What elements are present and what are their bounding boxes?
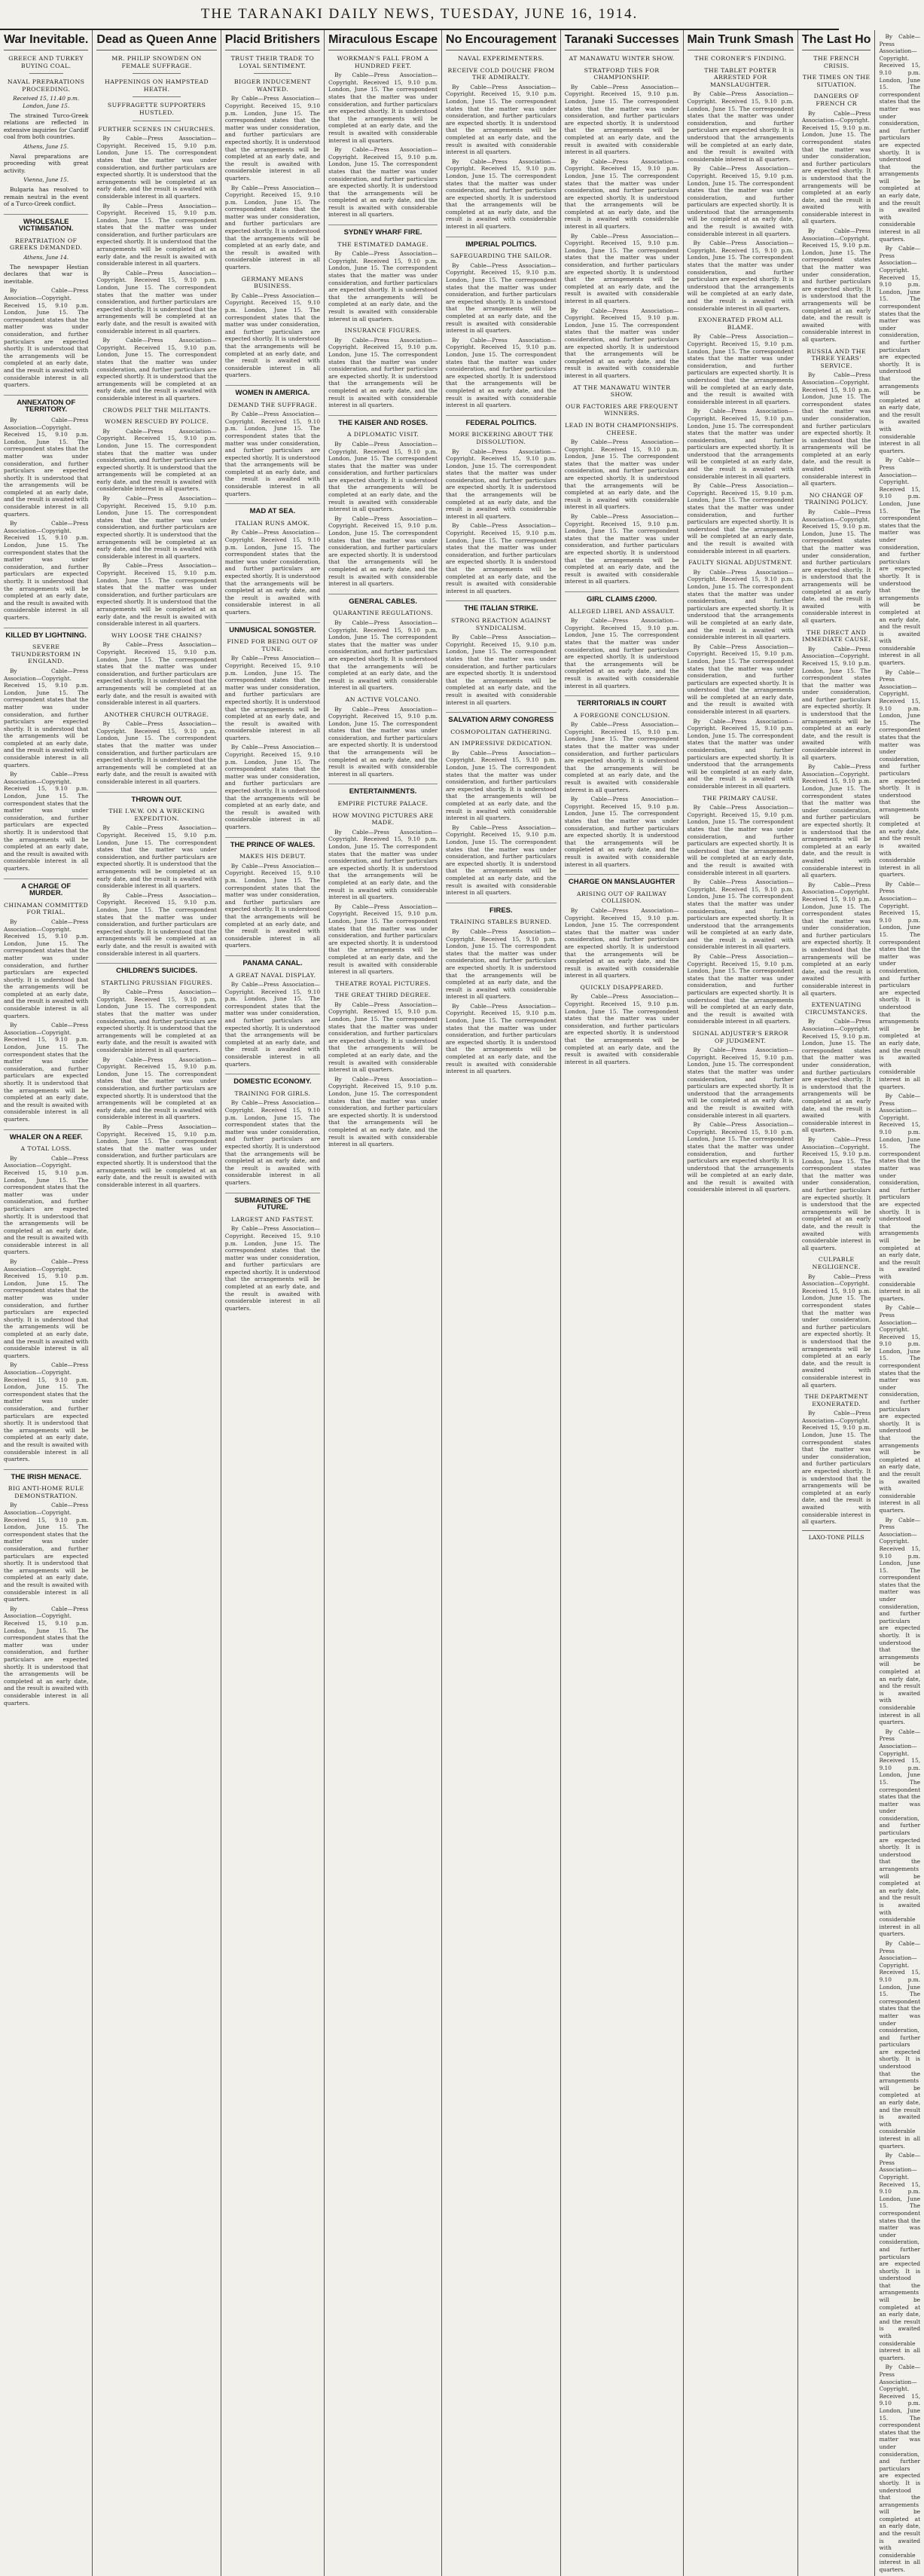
section-heading: SYDNEY WHARF FIRE. — [328, 225, 438, 237]
paragraph: By Cable—Press Association—Copyright. Received 15, 9.10 p.m. London, June 15. The correspondent states that the matter was under consideration, and further particulars are expected shortly. It is understood that the arrangements will be completed at an early date, and the result is awaited with considerable interest in all quarters. — [564, 439, 679, 511]
paragraph: By Cable—Press Association—Copyright. Received 15, 9.10 p.m. London, June 15. The correspondent states that the matter was under consideration, and further particulars are expected shortly. It is understood that the arrangements will be completed at an early date, and the result is awaited with considerable interest in all quarters. — [96, 1123, 217, 1188]
section-heading: THE KAISER AND ROSES. — [328, 415, 438, 427]
subheading: THE FRENCH CRISIS. — [813, 55, 860, 69]
subheading: CULPABLE NEGLIGENCE. — [812, 1256, 861, 1270]
subheading: RECEIVE COLD DOUCHE FROM THE ADMIRALTY. — [447, 66, 555, 81]
section-heading: THE PRINCE OF WALES. — [225, 837, 320, 849]
paragraph: By Cable—Press Association—Copyright. Received 15, 9.10 p.m. London, June 15. The correspondent states that the matter was under consideration, and further particulars are expected shortly. It is understood that the arrangements will be completed at an early date, and the result is awaited with considerable interest in all quarters. — [801, 371, 871, 487]
subheading: THE TIMES ON THE SITUATION. — [802, 74, 871, 88]
paragraph: By Cable—Press Association—Copyright. Received 15, 9.10 p.m. London, June 15. The correspondent states that the matter was under consideration, and further particulars are expected shortly. It is understood that the arrangements will be completed at an early date, and the result is awaited with considerable interest in all quarters. — [687, 953, 794, 1025]
dateline: Received 15, 11.40 p.m. London, June 15. — [13, 95, 80, 109]
masthead-title: THE TARANAKI DAILY NEWS, TUESDAY, JUNE 16, 1914. — [200, 6, 639, 22]
headline: No Encouragement — [446, 33, 557, 50]
subheading: RUSSIA AND THE THREE YEARS' SERVICE. — [807, 347, 866, 369]
subheading: HOW MOVING PICTURES ARE MADE. — [332, 811, 434, 827]
subheading: THEATRE ROYAL PICTURES. — [335, 979, 431, 987]
subheading: HAPPENINGS ON HAMPSTEAD HEATH. — [105, 78, 209, 93]
paragraph: By Cable—Press Association—Copyright. Received 15, 9.10 p.m. London, June 15. The correspondent states that the matter was under consideration, and further particulars are expected shortly. It is understood that the arrangements will be completed at an early date, and the result is awaited with considerable interest in all quarters. — [564, 617, 679, 689]
paragraph: By Cable—Press Association—Copyright. Received 15, 9.10 p.m. London, June 15. The correspondent states that the matter was under consideration, and further particulars are expected shortly. It is understood that the arrangements will be completed at an early date, and the result is awaited with considerable interest in all quarters. — [879, 1939, 921, 2150]
paragraph: By Cable—Press Association—Copyright. Received 15, 9.10 p.m. London, June 15. The correspondent states that the matter was under consideration, and further particulars are expected shortly. It is understood that the arrangements will be completed at an early date, and the result is awaited with considerable interest in all quarters. — [96, 202, 217, 267]
headline: Main Trunk Smash — [688, 33, 794, 50]
section-heading: KILLED BY LIGHTNING. — [4, 628, 88, 640]
paragraph: By Cable—Press Association—Copyright. Received 15, 9.10 p.m. London, June 15. The correspondent states that the matter was under consideration, and further particulars are expected shortly. It is understood that the arrangements will be completed at an early date, and the result is awaited with considerable interest in all quarters. — [801, 1135, 871, 1251]
subheading: QUARANTINE REGULATIONS. — [333, 610, 433, 617]
paragraph: By Cable—Press Association—Copyright. Received 15, 9.10 p.m. London, June 15. The correspondent states that the matter was under consideration, and further particulars are expected shortly. It is understood that the arrangements will be completed at an early date, and the result is awaited with considerable interest in all quarters. — [564, 796, 679, 868]
paragraph: By Cable—Press Association—Copyright. Received 15, 9.10 p.m. London, June 15. The correspondent states that the matter was under consideration, and further particulars are expected shortly. It is understood that the arrangements will be completed at an early date, and the result is awaited with considerable interest in all quarters. — [687, 717, 794, 790]
subheading: SUFFRAGETTE SUPPORTERS HUSTLED. — [107, 102, 206, 116]
paragraph: By Cable—Press Association—Copyright. Received 15, 9.10 p.m. London, June 15. The correspondent states that the matter was under consideration, and further particulars are expected shortly. It is understood that the arrangements will be completed at an early date, and the result is awaited with considerable interest in all quarters. — [687, 408, 794, 480]
paragraph: By Cable—Press Association—Copyright. Received 15, 9.10 p.m. London, June 15. The correspondent states that the matter was under consideration, and further particulars are expected shortly. It is understood that the arrangements will be completed at an early date, and the result is awaited with considerable interest in all quarters. — [224, 981, 321, 1068]
dateline: Vienna, June 15. — [23, 176, 69, 184]
paragraph: By Cable—Press Association—Copyright. Received 15, 9.10 p.m. London, June 15. The correspondent states that the matter was under consideration, and further particulars are expected shortly. It is understood that the arrangements will be completed at an early date, and the result is awaited with considerable interest in all quarters. — [564, 993, 679, 1065]
paragraph: By Cable—Press Association—Copyright. Received 15, 9.10 p.m. London, June 15. The correspondent states that the matter was under consideration, and further particulars are expected shortly. It is understood that the arrangements will be completed at an early date, and the result is awaited with considerable interest in all quarters. — [328, 828, 438, 901]
subheading: DEMAND THE SUFFRAGE. — [227, 401, 317, 408]
subheading: STRONG REACTION AGAINST SYNDICALISM. — [451, 616, 551, 631]
paragraph: By Cable—Press Association—Copyright. Received 15, 9.10 p.m. London, June 15. The correspondent states that the matter was under consideration, and further particulars are expected shortly. It is understood that the arrangements will be completed at an early date, and the result is awaited with considerable interest in all quarters. — [96, 337, 217, 402]
subheading: THE PRIMARY CAUSE. — [703, 794, 779, 802]
subheading: STARTLING PRUSSIAN FIGURES. — [101, 979, 212, 986]
subheading: AT MANAWATU WINTER SHOW. — [569, 55, 675, 62]
subheading: SAFEGUARDING THE SAILOR. — [450, 252, 552, 260]
paragraph: By Cable—Press Association—Copyright. Received 15, 9.10 p.m. London, June 15. The correspondent states that the matter was under consideration, and further particulars are expected shortly. It is understood that the arrangements will be completed at an early date, and the result is awaited with considerable interest in all quarters. — [564, 83, 679, 156]
paragraph: By Cable—Press Association—Copyright. Received 15, 9.10 p.m. London, June 15. The correspondent states that the matter was under consideration, and further particulars are expected shortly. It is understood that the arrangements will be completed at an early date, and the result is awaited with considerable interest in all quarters. — [328, 146, 438, 218]
section-heading: SUBMARINES OF THE FUTURE. — [225, 1193, 320, 1212]
section-heading: THE ITALIAN STRIKE. — [446, 600, 557, 613]
subheading: EXONERATED FROM ALL BLAME. — [697, 316, 783, 331]
paragraph: By Cable—Press Association—Copyright. Received 15, 9.10 p.m. London, June 15. The correspondent states that the matter was under consideration, and further particulars are expected shortly. It is understood that the arrangements will be completed at an early date, and the result is awaited with considerable interest in all quarters. — [687, 1121, 794, 1193]
paragraph: By Cable—Press Association—Copyright. Received 15, 9.10 p.m. London, June 15. The correspondent states that the matter was under consideration, and further particulars are expected shortly. It is understood that the arrangements will be completed at an early date, and the result is awaited with considerable interest in all quarters. — [96, 495, 217, 560]
headline: Taranaki Successes — [565, 33, 679, 50]
paragraph: By Cable—Press Association—Copyright. Received 15, 9.10 p.m. London, June 15. The correspondent states that the matter was under consideration, and further particulars are expected shortly. It is understood that the arrangements will be completed at an early date, and the result is awaited with considerable interest in all quarters. — [879, 245, 921, 454]
dateline: Athens, June 15. — [23, 142, 69, 150]
section-heading: FEDERAL POLITICS. — [446, 415, 557, 427]
paragraph: By Cable—Press Association—Copyright. Received 15, 9.10 p.m. London, June 15. The correspondent states that the matter was under consideration, and further particulars are expected shortly. It is understood that the arrangements will be completed at an early date, and the result is awaited with considerable interest in all quarters. — [96, 891, 217, 957]
paragraph: By Cable—Press Association—Copyright. Received 15, 9.10 p.m. London, June 15. The correspondent states that the matter was under consideration, and further particulars are expected shortly. It is understood that the arrangements will be completed at an early date, and the result is awaited with considerable interest in all quarters. — [801, 763, 871, 879]
paragraph: By Cable—Press Association—Copyright. Received 15, 9.10 p.m. London, June 15. The correspondent states that the matter was under consideration, and further particulars are expected shortly. It is understood that the arrangements will be completed at an early date, and the result is awaited with considerable interest in all quarters. — [879, 2364, 921, 2574]
subheading: A GREAT NAVAL DISPLAY. — [229, 971, 316, 979]
paragraph: By Cable—Press Association—Copyright. Received 15, 9.10 p.m. London, June 15. The correspondent states that the matter was under consideration, and further particulars are expected shortly. It is understood that the arrangements will be completed at an early date, and the result is awaited with considerable interest in all quarters. — [328, 515, 438, 588]
paragraph: By Cable—Press Association—Copyright. Received 15, 9.10 p.m. London, June 15. The correspondent states that the matter was under consideration, and further particulars are expected shortly. It is understood that the arrangements will be completed at an early date, and the result is awaited with considerable interest in all quarters. — [4, 416, 89, 518]
paragraph: By Cable—Press Association—Copyright. Received 15, 9.10 p.m. London, June 15. The correspondent states that the matter was under consideration, and further particulars are expected shortly. It is understood that the arrangements will be completed at an early date, and the result is awaited with considerable interest in all quarters. — [224, 184, 321, 271]
paragraph: By Cable—Press Association—Copyright. Received 15, 9.10 p.m. London, June 15. The correspondent states that the matter was under consideration, and further particulars are expected shortly. It is understood that the arrangements will be completed at an early date, and the result is awaited with considerable interest in all quarters. — [687, 804, 794, 876]
column-4 — [325, 30, 442, 2576]
paragraph: By Cable—Press Association—Copyright. Received 15, 9.10 p.m. London, June 15. The correspondent states that the matter was under consideration, and further particulars are expected shortly. It is understood that the arrangements will be completed at an early date, and the result is awaited with considerable interest in all quarters. — [564, 157, 679, 231]
masthead — [0, 0, 839, 30]
paragraph: By Cable—Press Association—Copyright. Received 15, 9.10 p.m. London, June 15. The correspondent states that the matter was under consideration, and further particulars are expected shortly. It is understood that the arrangements will be completed at an early date, and the result is awaited with considerable interest in all quarters. — [687, 879, 794, 951]
subheading: SIGNAL ADJUSTER'S ERROR OF JUDGMENT. — [692, 1030, 788, 1044]
paragraph: By Cable—Press Association—Copyright. Received 15, 9.10 p.m. London, June 15. The correspondent states that the matter was under consideration, and further particulars are expected shortly. It is understood that the arrangements will be completed at an early date, and the result is awaited with considerable interest in all quarters. — [328, 1001, 438, 1074]
section-heading: IMPERIAL POLITICS. — [446, 237, 557, 249]
subheading: TRUST THEIR TRADE TO LOYAL SENTIMENT. — [230, 55, 315, 69]
subheading: A TOTAL LOSS. — [20, 1145, 72, 1153]
newspaper-columns — [0, 30, 921, 2574]
paragraph: By Cable—Press Association—Copyright. Received 15, 9.10 p.m. London, June 15. The correspondent states that the matter was under consideration, and further particulars are expected shortly. It is understood that the arrangements will be completed at an early date, and the result is awaited with considerable interest in all quarters. — [4, 1361, 89, 1463]
paragraph: By Cable—Press Association—Copyright. Received 15, 9.10 p.m. London, June 15. The correspondent states that the matter was under consideration, and further particulars are expected shortly. It is understood that the arrangements will be completed at an early date, and the result is awaited with considerable interest in all quarters. — [96, 720, 217, 786]
subheading: QUICKLY DISAPPEARED. — [580, 983, 663, 991]
column-7 — [684, 30, 798, 2576]
section-heading: UNMUSICAL SONGSTER. — [225, 622, 320, 634]
subheading: MAKES HIS DEBUT. — [239, 853, 306, 860]
paragraph: By Cable—Press Association—Copyright. Received 15, 9.10 p.m. London, June 15. The correspondent states that the matter was under consideration, and further particulars are expected shortly. It is understood that the arrangements will be completed at an early date, and the result is awaited with considerable interest in all quarters. — [446, 157, 557, 231]
subheading: GERMANY MEANS BUSINESS. — [241, 275, 304, 290]
paragraph: By Cable—Press Association—Copyright. Received 15, 9.10 p.m. London, June 15. The correspondent states that the matter was under consideration, and further particulars are expected shortly. It is understood that the arrangements will be completed at an early date, and the result is awaited with considerable interest in all quarters. — [4, 1605, 89, 1707]
subheading: MR. PHILIP SNOWDEN ON FEMALE SUFFRAGE. — [111, 55, 202, 69]
subheading: ARISING OUT OF RAILWAY COLLISION. — [576, 890, 667, 905]
subheading: ITALIAN RUNS AMOK. — [235, 519, 310, 527]
paragraph: By Cable—Press Association—Copyright. Received 15, 9.10 p.m. London, June 15. The correspondent states that the matter was under consideration, and further particulars are expected shortly. It is understood that the arrangements will be completed at an early date, and the result is awaited with considerable interest in all quarters. — [446, 448, 557, 520]
paragraph: By Cable—Press Association—Copyright. Received 15, 9.10 p.m. London, June 15. The correspondent states that the matter was under consideration, and further particulars are expected shortly. It is understood that the arrangements will be completed at an early date, and the result is awaited with considerable interest in all quarters. — [801, 645, 871, 761]
headline: Miraculous Escape — [328, 33, 438, 50]
paragraph: By Cable—Press Association—Copyright. Received 15, 9.10 p.m. London, June 15. The correspondent states that the matter was under consideration, and further particulars are expected shortly. It is understood that the arrangements will be completed at an early date, and the result is awaited with considerable interest in all quarters. — [4, 520, 89, 621]
paragraph: By Cable—Press Association—Copyright. Received 15, 9.10 p.m. London, June 15. The correspondent states that the matter was under consideration, and further particulars are expected shortly. It is understood that the arrangements will be completed at an early date, and the result is awaited with considerable interest in all quarters. — [687, 568, 794, 641]
paragraph: By Cable—Press Association—Copyright. Received 15, 9.10 p.m. London, June 15. The correspondent states that the matter was under consideration, and further particulars are expected shortly. It is understood that the arrangements will be completed at an early date, and the result is awaited with considerable interest in all quarters. — [328, 1075, 438, 1148]
paragraph: By Cable—Press Association—Copyright. Received 15, 9.10 p.m. London, June 15. The correspondent states that the matter was under consideration, and further particulars are expected shortly. It is understood that the arrangements will be completed at an early date, and the result is awaited with considerable interest in all quarters. — [879, 1304, 921, 1514]
subheading: THE CORONER'S FINDING. — [694, 55, 787, 62]
paragraph: By Cable—Press Association—Copyright. Received 15, 9.10 p.m. London, June 15. The correspondent states that the matter was under consideration, and further particulars are expected shortly. It is understood that the arrangements will be completed at an early date, and the result is awaited with considerable interest in all quarters. — [96, 269, 217, 335]
subheading: INSURANCE FIGURES. — [344, 327, 422, 335]
section-heading: WHOLESALE VICTIMISATION. — [4, 214, 88, 233]
paragraph: By Cable—Press Association—Copyright. Received 15, 9.10 p.m. London, June 15. The correspondent states that the matter was under consideration, and further particulars are expected shortly. It is understood that the arrangements will be completed at an early date, and the result is awaited with considerable interest in all quarters. — [446, 522, 557, 594]
subheading: ANOTHER CHURCH OUTRAGE. — [104, 710, 209, 718]
paragraph: By Cable—Press Association—Copyright. Received 15, 9.10 p.m. London, June 15. The correspondent states that the matter was under consideration, and further particulars are expected shortly. It is understood that the arrangements will be completed at an early date, and the result is awaited with considerable interest in all quarters. — [687, 1047, 794, 1119]
paragraph: By Cable—Press Association—Copyright. Received 15, 9.10 p.m. London, June 15. The correspondent states that the matter was under consideration, and further particulars are expected shortly. It is understood that the arrangements will be completed at an early date, and the result is awaited with considerable interest in all quarters. — [879, 457, 921, 667]
paragraph: By Cable—Press Association—Copyright. Received 15, 9.10 p.m. London, June 15. The correspondent states that the matter was under consideration, and further particulars are expected shortly. It is understood that the arrangements will be completed at an early date, and the result is awaited with considerable interest in all quarters. — [687, 643, 794, 716]
subheading: BIG ANTI-HOME RULE DEMONSTRATION. — [8, 1485, 84, 1499]
section-heading: A CHARGE OF MURDER. — [4, 879, 88, 897]
section-heading: THE IRISH MENACE. — [4, 1469, 88, 1481]
subheading: WORKMAN'S FALL FROM A HUNDRED FEET. — [337, 55, 429, 69]
paragraph: By Cable—Press Association—Copyright. Received 15, 9.10 p.m. London, June 15. The correspondent states that the matter was under consideration, and further particulars are expected shortly. It is understood that the arrangements will be completed at an early date, and the result is awaited with considerable interest in all quarters. — [879, 1092, 921, 1302]
subheading: LARGEST AND FASTEST. — [231, 1215, 314, 1223]
paragraph: By Cable—Press Association—Copyright. Received 15, 9.10 p.m. London, June 15. The correspondent states that the matter was under consideration, and further particulars are expected shortly. It is understood that the arrangements will be completed at an early date, and the result is awaited with considerable interest in all quarters. — [801, 509, 871, 624]
subheading: THE TABLET PORTER ARRESTED FOR MANSLAUGHTER. — [704, 66, 777, 88]
subheading: NAVAL PREPARATIONS PROCEEDING. — [7, 78, 85, 93]
subheading: DANGERS OF FRENCH CR — [813, 93, 859, 107]
subheading: NAVAL EXPERIMENTERS. — [458, 55, 544, 62]
paragraph: The strained Turco-Greek relations are reflected in extensive inquiries for Cardiff coal from both countries. — [4, 112, 89, 141]
paragraph: By Cable—Press Association—Copyright. Received 15, 9.10 p.m. London, June 15. The correspondent states that the matter was under consideration, and further particulars are expected shortly. It is understood that the arrangements will be completed at an early date, and the result is awaited with considerable interest in all quarters. — [224, 655, 321, 741]
paragraph: By Cable—Press Association—Copyright. Received 15, 9.10 p.m. London, June 15. The correspondent states that the matter was under consideration, and further particulars are expected shortly. It is understood that the arrangements will be completed at an early date, and the result is awaited with considerable interest in all quarters. — [96, 1056, 217, 1121]
paragraph: Naval preparations are proceeding with great activity. — [4, 152, 89, 174]
paragraph: By Cable—Press Association—Copyright. Received 15, 9.10 p.m. London, June 15. The correspondent states that the matter was under consideration, and further particulars are expected shortly. It is understood that the arrangements will be completed at an early date, and the result is awaited with considerable interest in all quarters. — [879, 668, 921, 879]
column-1 — [0, 30, 93, 2576]
subheading: WOMEN RESCUED BY POLICE. — [105, 418, 209, 426]
paragraph: By Cable—Press Association—Copyright. Received 15, 9.10 p.m. London, June 15. The correspondent states that the matter was under consideration, and further particulars are expected shortly. It is understood that the arrangements will be completed at an early date, and the result is awaited with considerable interest in all quarters. — [446, 749, 557, 822]
paragraph: By Cable—Press Association—Copyright. Received 15, 9.10 p.m. London, June 15. The correspondent states that the matter was under consideration, and further particulars are expected shortly. It is understood that the arrangements will be completed at an early date, and the result is awaited with considerable interest in all quarters. — [446, 336, 557, 409]
subheading: WHY LOOSE THE CHAINS? — [111, 631, 203, 639]
paragraph: By Cable—Press Association—Copyright. Received 15, 9.10 p.m. London, June 15. The correspondent states that the matter was under consideration, and further particulars are expected shortly. It is understood that the arrangements will be completed at an early date, and the result is awaited with considerable interest in all quarters. — [224, 292, 321, 379]
paragraph: By Cable—Press Association—Copyright. Received 15, 9.10 p.m. London, June 15. The correspondent states that the matter was under consideration, and further particulars are expected shortly. It is understood that the arrangements will be completed at an early date, and the result is awaited with considerable interest in all quarters. — [224, 411, 321, 497]
subheading: MORE BICKERING ABOUT THE DISSOLUTION. — [449, 431, 553, 445]
paragraph: By Cable—Press Association—Copyright. Received 15, 9.10 p.m. London, June 15. The correspondent states that the matter was under consideration, and further particulars are expected shortly. It is understood that the arrangements will be completed at an early date, and the result is awaited with considerable interest in all quarters. — [564, 906, 679, 979]
section-heading: ENTERTAINMENTS. — [328, 784, 438, 796]
section-heading: THROWN OUT. — [96, 792, 216, 804]
paragraph: By Cable—Press Association—Copyright. Received 15, 9.10 p.m. London, June 15. The correspondent states that the matter was under consideration, and further particulars are expected shortly. It is understood that the arrangements will be completed at an early date, and the result is awaited with considerable interest in all quarters. — [446, 261, 557, 335]
paragraph: By Cable—Press Association—Copyright. Received 15, 9.10 p.m. London, June 15. The correspondent states that the matter was under consideration, and further particulars are expected shortly. It is understood that the arrangements will be completed at an early date, and the result is awaited with considerable interest in all quarters. — [96, 135, 217, 200]
section-heading: GENERAL CABLES. — [328, 594, 438, 606]
section-heading: WOMEN IN AMERICA. — [225, 385, 320, 397]
paragraph: By Cable—Press Association—Copyright. Received 15, 9.10 p.m. London, June 15. The correspondent states that the matter was under consideration, and further particulars are expected shortly. It is understood that the arrangements will be completed at an early date, and the result is awaited with considerable interest in all quarters. — [224, 744, 321, 830]
section-heading: ANNEXATION OF TERRITORY. — [4, 395, 88, 414]
section-heading: CHILDREN'S SUICIDES. — [96, 963, 216, 975]
section-heading: WHALER ON A REEF. — [4, 1129, 88, 1141]
paragraph: By Cable—Press Association—Copyright. Received 15, 9.10 p.m. London, June 15. The correspondent states that the matter was under consideration, and further particulars are expected shortly. It is understood that the arrangements will be completed at an early date, and the result is awaited with considerable interest in all quarters. — [328, 250, 438, 322]
paragraph: By Cable—Press Association—Copyright. Received 15, 9.10 p.m. London, June 15. The correspondent states that the matter was under consideration, and further particulars are expected shortly. It is understood that the arrangements will be completed at an early date, and the result is awaited with considerable interest in all quarters. — [879, 1728, 921, 1938]
paragraph: By Cable—Press Association—Copyright. Received 15, 9.10 p.m. London, June 15. The correspondent states that the matter was under consideration, and further particulars are expected shortly. It is understood that the arrangements will be completed at an early date, and the result is awaited with considerable interest in all quarters. — [96, 824, 217, 890]
paragraph: By Cable—Press Association—Copyright. Received 15, 9.10 p.m. London, June 15. The correspondent states that the matter was under consideration, and further particulars are expected shortly. It is understood that the arrangements will be completed at an early date, and the result is awaited with considerable interest in all quarters. — [879, 2152, 921, 2361]
paragraph: By Cable—Press Association—Copyright. Received 15, 9.10 p.m. London, June 15. The correspondent states that the matter was under consideration, and further particulars are expected shortly. It is understood that the arrangements will be completed at an early date, and the result is awaited with considerable interest in all quarters. — [328, 336, 438, 409]
subheading: A FOREGONE CONCLUSION. — [573, 711, 670, 719]
subheading: COSMOPOLITAN GATHERING. — [450, 728, 552, 735]
section-heading: GIRL CLAIMS £2000. — [565, 591, 679, 604]
paragraph: By Cable—Press Association—Copyright. Received 15, 9.10 p.m. London, June 15. The correspondent states that the matter was under consideration, and further particulars are expected shortly. It is understood that the arrangements will be completed at an early date, and the result is awaited with considerable interest in all quarters. — [328, 619, 438, 692]
column-2 — [93, 30, 221, 2576]
subheading: THE GREAT THIRD DEGREE. — [334, 992, 432, 999]
paragraph: By Cable—Press Association—Copyright. Received 15, 9.10 p.m. London, June 15. The correspondent states that the matter was under consideration, and further particulars are expected shortly. It is understood that the arrangements will be completed at an early date, and the result is awaited with considerable interest in all quarters. — [4, 1154, 89, 1256]
subheading: AN IMPRESSIVE DEDICATION. — [450, 740, 553, 747]
subheading: A DIPLOMATIC VISIT. — [346, 431, 419, 439]
section-heading: PANAMA CANAL. — [225, 955, 320, 967]
paragraph: By Cable—Press Association—Copyright. Received 15, 9.10 p.m. London, June 15. The correspondent states that the matter was under consideration, and further particulars are expected shortly. It is understood that the arrangements will be completed at an early date, and the result is awaited with considerable interest in all quarters. — [564, 307, 679, 379]
paragraph: By Cable—Press Association—Copyright. Received 15, 9.10 p.m. London, June 15. The correspondent states that the matter was under consideration, and further particulars are expected shortly. It is understood that the arrangements will be completed at an early date, and the result is awaited with considerable interest in all quarters. — [801, 1410, 871, 1526]
subheading: FINED FOR BEING OUT OF TUNE. — [227, 638, 319, 652]
column-5 — [442, 30, 561, 2576]
paragraph: By Cable—Press Association—Copyright. Received 15, 9.10 p.m. London, June 15. The correspondent states that the matter was under consideration, and further particulars are expected shortly. It is understood that the arrangements will be completed at an early date, and the result is awaited with considerable interest in all quarters. — [328, 440, 438, 513]
headline: Dead as Queen Anne — [96, 33, 216, 50]
subheading: AN ACTIVE VOLCANO. — [345, 695, 421, 703]
subheading: EMPIRE PICTURE PALACE. — [337, 800, 428, 808]
paragraph: By Cable—Press Association—Copyright. Received 15, 9.10 p.m. London, June 15. The correspondent states that the matter was under consideration, and further particulars are expected shortly. It is understood that the arrangements will be completed at an early date, and the result is awaited with considerable interest in all quarters. — [446, 83, 557, 156]
paragraph: By Cable—Press Association—Copyright. Received 15, 9.10 p.m. London, June 15. The correspondent states that the matter was under consideration, and further particulars are expected shortly. It is understood that the arrangements will be completed at an early date, and the result is awaited with considerable interest in all quarters. — [328, 903, 438, 976]
paragraph: By Cable—Press Association—Copyright. Received 15, 9.10 p.m. London, June 15. The correspondent states that the matter was under consideration, and further particulars are expected shortly. It is understood that the arrangements will be completed at an early date, and the result is awaited with considerable interest in all quarters. — [224, 1099, 321, 1186]
subheading: FAULTY SIGNAL ADJUSTMENT. — [688, 559, 793, 567]
paragraph: By Cable—Press Association—Copyright. Received 15, 9.10 p.m. London, June 15. The correspondent states that the matter was under consideration, and further particulars are expected shortly. It is understood that the arrangements will be completed at an early date, and the result is awaited with considerable interest in all quarters. — [224, 862, 321, 949]
paragraph: By Cable—Press Association—Copyright. Received 15, 9.10 p.m. London, June 15. The correspondent states that the matter was under consideration, and further particulars are expected shortly. It is understood that the arrangements will be completed at an early date, and the result is awaited with considerable interest in all quarters. — [564, 232, 679, 304]
advertisement — [802, 1530, 871, 1542]
paragraph: By Cable—Press Association—Copyright. Received 15, 9.10 p.m. London, June 15. The correspondent states that the matter was under consideration, and further particulars are expected shortly. It is understood that the arrangements will be completed at an early date, and the result is awaited with considerable interest in all quarters. — [4, 918, 89, 1019]
paragraph: By Cable—Press Association—Copyright. Received 15, 9.10 p.m. London, June 15. The correspondent states that the matter was under consideration, and further particulars are expected shortly. It is understood that the arrangements will be completed at an early date, and the result is awaited with considerable interest in all quarters. — [224, 95, 321, 182]
paragraph: By Cable—Press Association—Copyright. Received 15, 9.10 p.m. London, June 15. The correspondent states that the matter was under consideration, and further particulars are expected shortly. It is understood that the arrangements will be completed at an early date, and the result is awaited with considerable interest in all quarters. — [801, 1273, 871, 1389]
headline: The Last Ho — [802, 33, 871, 50]
subheading: THE DEPARTMENT EXONERATED. — [804, 1393, 868, 1407]
paragraph: By Cable—Press Association—Copyright. Received 15, 9.10 p.m. London, June 15. The correspondent states that the matter was under consideration, and further particulars are expected shortly. It is understood that the arrangements will be completed at an early date, and the result is awaited with considerable interest in all quarters. — [879, 880, 921, 1090]
column-8 — [798, 30, 876, 2576]
paragraph: By Cable—Press Association—Copyright. Received 15, 9.10 p.m. London, June 15. The correspondent states that the matter was under consideration, and further particulars are expected shortly. It is understood that the arrangements will be completed at an early date, and the result is awaited with considerable interest in all quarters. — [4, 287, 89, 389]
paragraph: By Cable—Press Association—Copyright. Received 15, 9.10 p.m. London, June 15. The correspondent states that the matter was under consideration, and further particulars are expected shortly. It is understood that the arrangements will be completed at an early date, and the result is awaited with considerable interest in all quarters. — [4, 1022, 89, 1123]
paragraph: By Cable—Press Association—Copyright. Received 15, 9.10 p.m. London, June 15. The correspondent states that the matter was under consideration, and further particulars are expected shortly. It is understood that the arrangements will be completed at an early date, and the result is awaited with considerable interest in all quarters. — [4, 1258, 89, 1359]
subheading: BIGGER INDUCEMENT WANTED. — [233, 78, 312, 93]
paragraph: By Cable—Press Association—Copyright. Received 15, 9.10 p.m. London, June 15. The correspondent states that the matter was under consideration, and further particulars are expected shortly. It is understood that the arrangements will be completed at an early date, and the result is awaited with considerable interest in all quarters. — [687, 482, 794, 555]
paragraph: By Cable—Press Association—Copyright. Received 15, 9.10 p.m. London, June 15. The correspondent states that the matter was under consideration, and further particulars are expected shortly. It is understood that the arrangements will be completed at an early date, and the result is awaited with considerable interest in all quarters. — [446, 927, 557, 1001]
subheading: ALLEGED LIBEL AND ASSAULT. — [569, 607, 675, 615]
paragraph: By Cable—Press Association—Copyright. Received 15, 9.10 p.m. London, June 15. The correspondent states that the matter was under consideration, and further particulars are expected shortly. It is understood that the arrangements will be completed at an early date, and the result is awaited with considerable interest in all quarters. — [801, 1018, 871, 1134]
paragraph: By Cable—Press Association—Copyright. Received 15, 9.10 p.m. London, June 15. The correspondent states that the matter was under consideration, and further particulars are expected shortly. It is understood that the arrangements will be completed at an early date, and the result is awaited with considerable interest in all quarters. — [879, 33, 921, 243]
paragraph: The newspaper Hestian declares that war is inevitable. — [4, 263, 89, 285]
dateline: Athens, June 14. — [23, 254, 69, 261]
paragraph: By Cable—Press Association—Copyright. Received 15, 9.10 p.m. London, June 15. The correspondent states that the matter was under consideration, and further particulars are expected shortly. It is understood that the arrangements will be completed at an early date, and the result is awaited with considerable interest in all quarters. — [328, 72, 438, 144]
paragraph: By Cable—Press Association—Copyright. Received 15, 9.10 p.m. London, June 15. The correspondent states that the matter was under consideration, and further particulars are expected shortly. It is understood that the arrangements will be completed at an early date, and the result is awaited with considerable interest in all quarters. — [801, 881, 871, 997]
paragraph: By Cable—Press Association—Copyright. Received 15, 9.10 p.m. London, June 15. The correspondent states that the matter was under consideration, and further particulars are expected shortly. It is understood that the arrangements will be completed at an early date, and the result is awaited with considerable interest in all quarters. — [96, 641, 217, 707]
paragraph: By Cable—Press Association—Copyright. Received 15, 9.10 p.m. London, June 15. The correspondent states that the matter was under consideration, and further particulars are expected shortly. It is understood that the arrangements will be completed at an early date, and the result is awaited with considerable interest in all quarters. — [687, 240, 794, 312]
subheading: SEVERE THUNDERSTORM IN ENGLAND. — [11, 643, 81, 665]
paragraph: By Cable—Press Association—Copyright. Received 15, 9.10 p.m. London, June 15. The correspondent states that the matter was under consideration, and further particulars are expected shortly. It is understood that the arrangements will be completed at an early date, and the result is awaited with considerable interest in all quarters. — [4, 771, 89, 872]
paragraph: By Cable—Press Association—Copyright. Received 15, 9.10 p.m. London, June 15. The correspondent states that the matter was under consideration, and further particulars are expected shortly. It is understood that the arrangements will be completed at an early date, and the result is awaited with considerable interest in all quarters. — [801, 228, 871, 343]
subheading: OUR FACTORIES ARE FREQUENT WINNERS. — [565, 402, 679, 417]
paragraph: By Cable—Press Association—Copyright. Received 15, 9.10 p.m. London, June 15. The correspondent states that the matter was under consideration, and further particulars are expected shortly. It is understood that the arrangements will be completed at an early date, and the result is awaited with considerable interest in all quarters. — [564, 721, 679, 793]
paragraph: By Cable—Press Association—Copyright. Received 15, 9.10 p.m. London, June 15. The correspondent states that the matter was under consideration, and further particulars are expected shortly. It is understood that the arrangements will be completed at an early date, and the result is awaited with considerable interest in all quarters. — [96, 427, 217, 493]
paragraph: By Cable—Press Association—Copyright. Received 15, 9.10 p.m. London, June 15. The correspondent states that the matter was under consideration, and further particulars are expected shortly. It is understood that the arrangements will be completed at an early date, and the result is awaited with considerable interest in all quarters. — [224, 529, 321, 616]
subheading: TRAINING STABLES BURNED. — [450, 918, 552, 926]
section-heading: FIRES. — [446, 903, 557, 915]
subheading: AT THE MANAWATU WINTER SHOW. — [572, 383, 671, 399]
subheading: THE I.W.W. ON A WRECKING EXPEDITION. — [108, 808, 205, 822]
paragraph: By Cable—Press Association—Copyright. Received 15, 9.10 p.m. London, June 15. The correspondent states that the matter was under consideration, and further particulars are expected shortly. It is understood that the arrangements will be completed at an early date, and the result is awaited with considerable interest in all quarters. — [687, 90, 794, 163]
section-heading: TERRITORIALS IN COURT — [565, 695, 679, 707]
section-heading: DOMESTIC ECONOMY. — [225, 1074, 320, 1086]
paragraph: Bulgaria has resolved to remain neutral in the event of a Turco-Greek conflict. — [4, 185, 89, 208]
section-heading: MAD AT SEA. — [225, 503, 320, 515]
paragraph: By Cable—Press Association—Copyright. Received 15, 9.10 p.m. London, June 15. The correspondent states that the matter was under consideration, and further particulars are expected shortly. It is understood that the arrangements will be completed at an early date, and the result is awaited with considerable interest in all quarters. — [801, 109, 871, 225]
subheading: CROWDS PELT THE MILITANTS. — [102, 406, 211, 414]
paragraph: By Cable—Press Association—Copyright. Received 15, 9.10 p.m. London, June 15. The correspondent states that the matter was under consideration, and further particulars are expected shortly. It is understood that the arrangements will be completed at an early date, and the result is awaited with considerable interest in all quarters. — [96, 989, 217, 1054]
subheading: EXTENUATING CIRCUMSTANCES. — [805, 1001, 868, 1016]
headline: War Inevitable. — [4, 33, 88, 50]
paragraph: By Cable—Press Association—Copyright. Received 15, 9.10 p.m. London, June 15. The correspondent states that the matter was under consideration, and further particulars are expected shortly. It is understood that the arrangements will be completed at an early date, and the result is awaited with considerable interest in all quarters. — [4, 1502, 89, 1603]
subheading: FURTHER SCENES IN CHURCHES. — [98, 125, 215, 133]
subheading: THE ESTIMATED DAMAGE. — [337, 240, 428, 248]
paragraph: By Cable—Press Association—Copyright. Received 15, 9.10 p.m. London, June 15. The correspondent states that the matter was under consideration, and further particulars are expected shortly. It is understood that the arrangements will be completed at an early date, and the result is awaited with considerable interest in all quarters. — [224, 1225, 321, 1312]
paragraph: By Cable—Press Association—Copyright. Received 15, 9.10 p.m. London, June 15. The correspondent states that the matter was under consideration, and further particulars are expected shortly. It is understood that the arrangements will be completed at an early date, and the result is awaited with considerable interest in all quarters. — [879, 1516, 921, 1726]
subheading: STRATFORD TIES FOR CHAMPIONSHIP. — [584, 66, 660, 81]
subheading: THE DIRECT AND IMMEDIATE CAUSE. — [802, 628, 871, 643]
subheading: LEAD IN BOTH CHAMPIONSHIPS. CHEESE. — [565, 421, 679, 436]
column-9 — [875, 30, 924, 2576]
column-3 — [221, 30, 325, 2576]
subheading: REPATRIATION OF GREEKS DEMANDED. — [10, 237, 83, 252]
subheading: TRAINING FOR GIRLS. — [234, 1089, 311, 1097]
ad-title: LAXO-TONE PILLS — [808, 1533, 865, 1541]
headline: Placid Britishers — [225, 33, 320, 50]
paragraph: By Cable—Press Association—Copyright. Received 15, 9.10 p.m. London, June 15. The correspondent states that the matter was under consideration, and further particulars are expected shortly. It is understood that the arrangements will be completed at an early date, and the result is awaited with considerable interest in all quarters. — [4, 667, 89, 769]
paragraph: By Cable—Press Association—Copyright. Received 15, 9.10 p.m. London, June 15. The correspondent states that the matter was under consideration, and further particulars are expected shortly. It is understood that the arrangements will be completed at an early date, and the result is awaited with considerable interest in all quarters. — [687, 333, 794, 405]
paragraph: By Cable—Press Association—Copyright. Received 15, 9.10 p.m. London, June 15. The correspondent states that the matter was under consideration, and further particulars are expected shortly. It is understood that the arrangements will be completed at an early date, and the result is awaited with considerable interest in all quarters. — [564, 513, 679, 585]
paragraph: By Cable—Press Association—Copyright. Received 15, 9.10 p.m. London, June 15. The correspondent states that the matter was under consideration, and further particulars are expected shortly. It is understood that the arrangements will be completed at an early date, and the result is awaited with considerable interest in all quarters. — [328, 705, 438, 778]
paragraph: By Cable—Press Association—Copyright. Received 15, 9.10 p.m. London, June 15. The correspondent states that the matter was under consideration, and further particulars are expected shortly. It is understood that the arrangements will be completed at an early date, and the result is awaited with considerable interest in all quarters. — [687, 165, 794, 237]
column-6 — [561, 30, 684, 2576]
section-heading: CHARGE ON MANSLAUGHTER — [565, 874, 679, 886]
subheading: GREECE AND TURKEY BUYING COAL. — [8, 55, 84, 69]
paragraph: By Cable—Press Association—Copyright. Received 15, 9.10 p.m. London, June 15. The correspondent states that the matter was under consideration, and further particulars are expected shortly. It is understood that the arrangements will be completed at an early date, and the result is awaited with considerable interest in all quarters. — [446, 1002, 557, 1075]
paragraph: By Cable—Press Association—Copyright. Received 15, 9.10 p.m. London, June 15. The correspondent states that the matter was under consideration, and further particulars are expected shortly. It is understood that the arrangements will be completed at an early date, and the result is awaited with considerable interest in all quarters. — [446, 634, 557, 706]
section-heading: SALVATION ARMY CONGRESS — [446, 712, 557, 724]
subheading: NO CHANGE OF TRAINING POLICY. — [804, 491, 868, 506]
paragraph: By Cable—Press Association—Copyright. Received 15, 9.10 p.m. London, June 15. The correspondent states that the matter was under consideration, and further particulars are expected shortly. It is understood that the arrangements will be completed at an early date, and the result is awaited with considerable interest in all quarters. — [446, 824, 557, 897]
paragraph: By Cable—Press Association—Copyright. Received 15, 9.10 p.m. London, June 15. The correspondent states that the matter was under consideration, and further particulars are expected shortly. It is understood that the arrangements will be completed at an early date, and the result is awaited with considerable interest in all quarters. — [96, 562, 217, 628]
subheading: CHINAMAN COMMITTED FOR TRIAL. — [4, 901, 89, 916]
